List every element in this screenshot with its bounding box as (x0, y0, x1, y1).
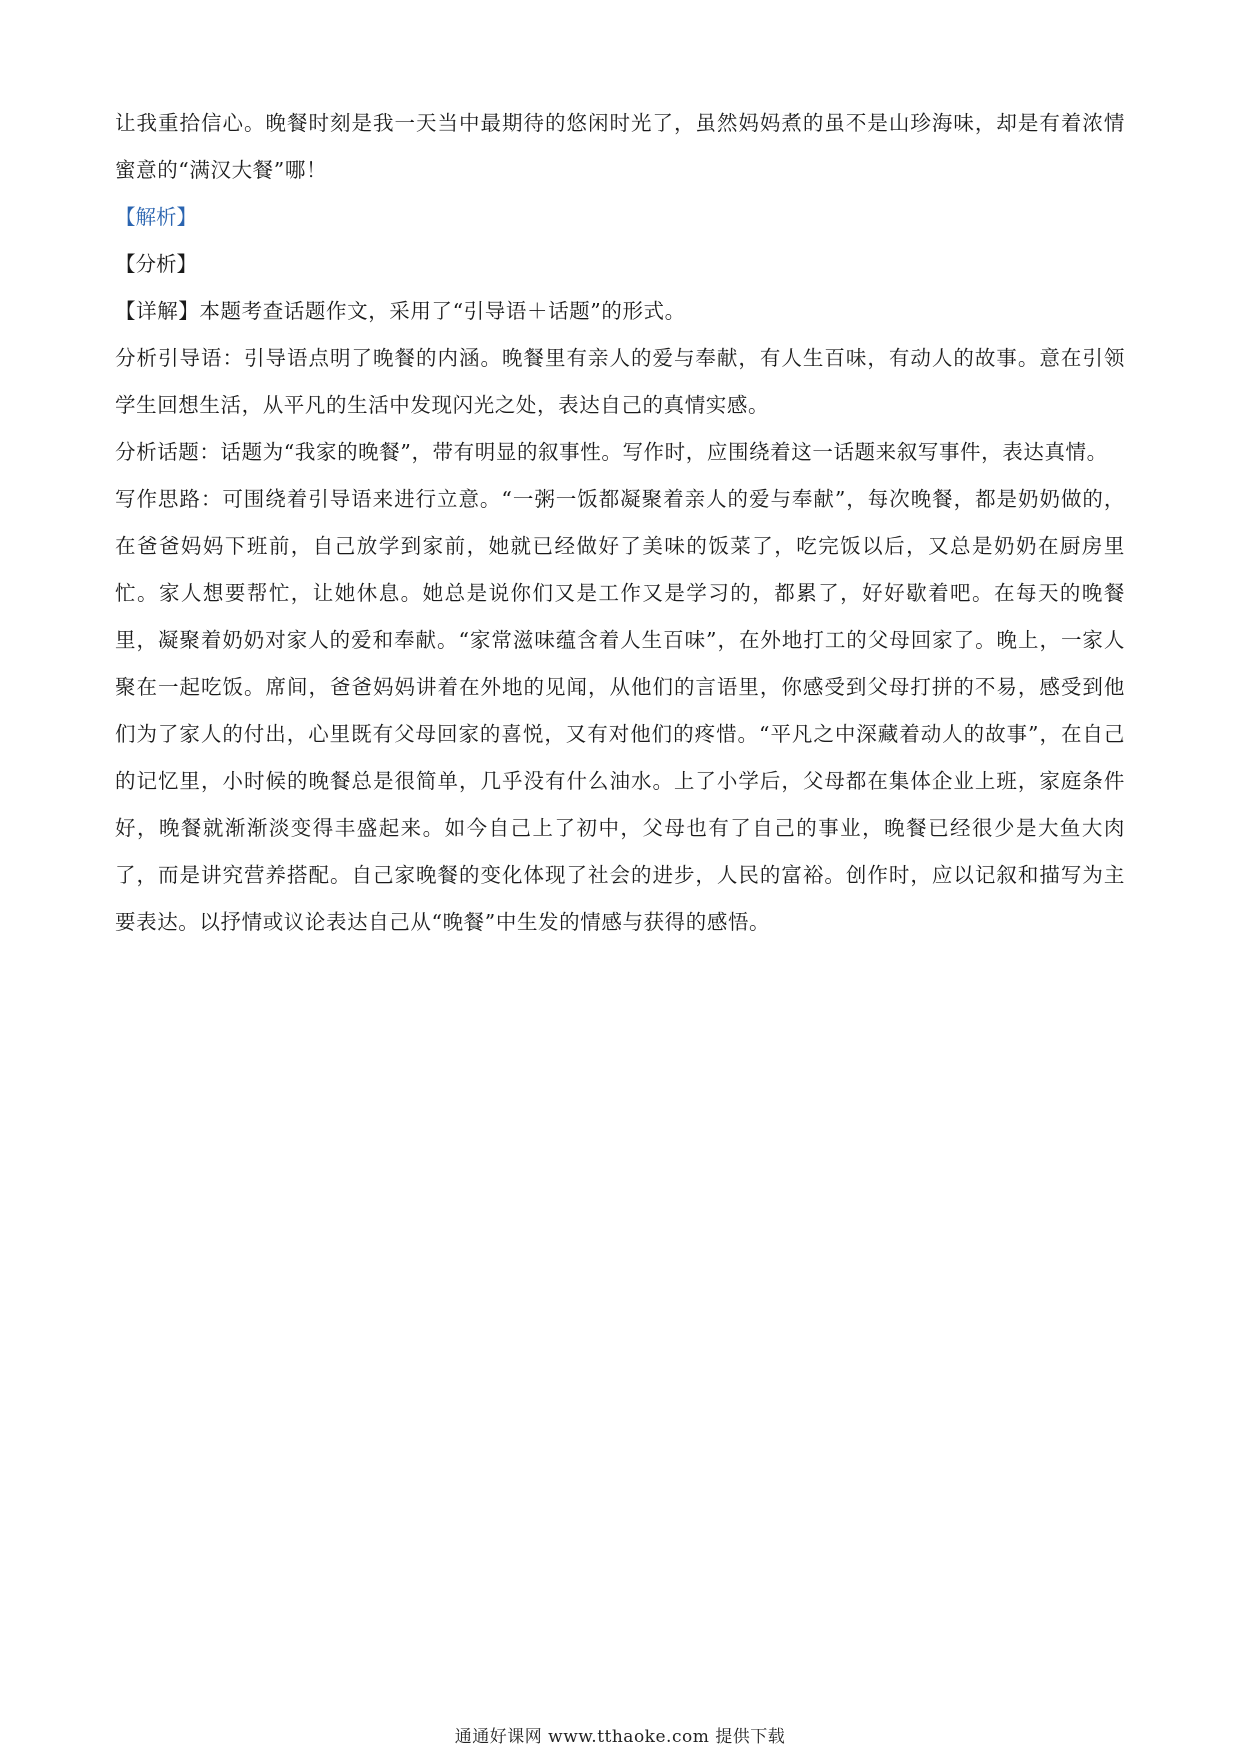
topic-analysis-paragraph: 分析话题：话题为“我家的晚餐”，带有明显的叙事性。写作时，应围绕着这一话题来叙写事件，表达真情。 (115, 440, 1108, 464)
intro-paragraph: 让我重拾信心。晚餐时刻是我一天当中最期待的悠闲时光了，虽然妈妈煮的虽不是山珍海味，却是有着浓情蜜意的“满汉大餐”哪！ (115, 111, 1125, 182)
analysis-heading: 【解析】 (115, 205, 197, 229)
detail-paragraph: 【详解】本题考查话题作文，采用了“引导语＋话题”的形式。 (115, 299, 686, 323)
writing-ideas-paragraph: 写作思路：可围绕着引导语来进行立意。“一粥一饭都凝聚着亲人的爱与奉献”，每次晚餐，都是奶奶做的，在爸爸妈妈下班前，自己放学到家前，她就已经做好了美味的饭菜了，吃完饭以后，又总是奶奶在厨房里忙。家人想要帮忙，让她休息。她总是说你们又是工作又是学习的，都累了，好好歇着吧。在每天的晚餐里，凝聚着奶奶对家人的爱和奉献。“家常滋味蕴含着人生百味”，在外地打工的父母回家了。晚上，一家人聚在一起吃饭。席间，爸爸妈妈讲着在外地的见闻，从他们的言语里，你感受到父母打拼的不易，感受到他们为了家人的付出，心里既有父母回家的喜悦，又有对他们的疼惜。“平凡之中深藏着动人的故事”，在自己的记忆里，小时候的晚餐总是很简单，几乎没有什么油水。上了小学后，父母都在集体企业上班，家庭条件好，晚餐就渐渐淡变得丰盛起来。如今自己上了初中，父母也有了自己的事业，晚餐已经很少是大鱼大肉了，而是讲究营养搭配。自己家晚餐的变化体现了社会的进步，人民的富裕。创作时，应以记叙和描写为主要表达。以抒情或议论表达自己从“晚餐”中生发的情感与获得的感悟。 (115, 487, 1125, 934)
guide-analysis-paragraph: 分析引导语：引导语点明了晚餐的内涵。晚餐里有亲人的爱与奉献，有人生百味，有动人的故事。意在引领学生回想生活，从平凡的生活中发现闪光之处，表达自己的真情实感。 (115, 346, 1125, 417)
document-body (115, 100, 1125, 946)
page-footer: 通通好课网 www.tthaoke.com 提供下载 (454, 1727, 786, 1747)
fenxi-heading: 【分析】 (115, 252, 197, 276)
